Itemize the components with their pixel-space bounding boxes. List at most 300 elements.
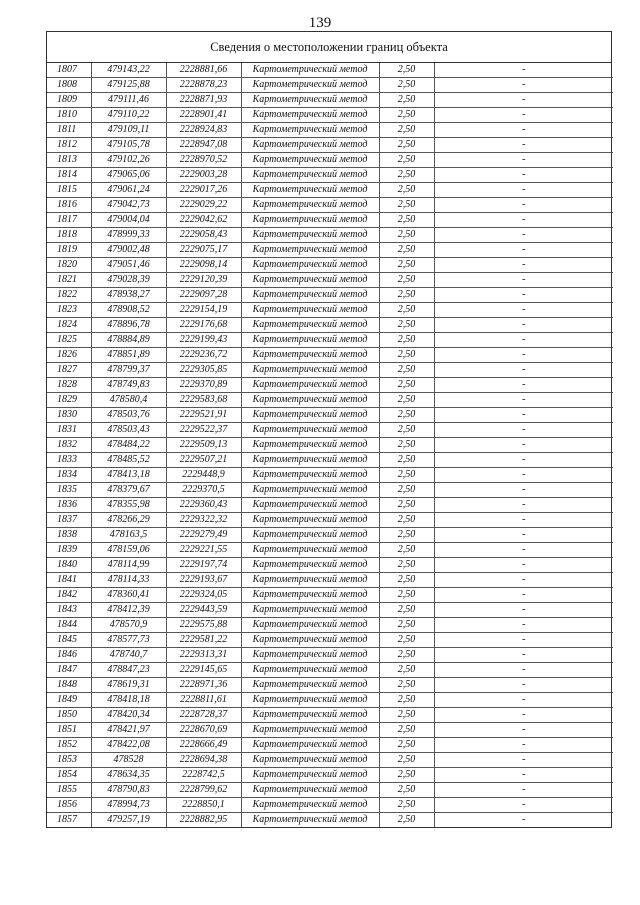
coordinates-table: [47, 63, 613, 827]
coord-x-cell: 479002,48: [91, 243, 166, 258]
description-cell: -: [434, 603, 613, 618]
description-cell: -: [434, 453, 613, 468]
coord-x-cell: 478528: [91, 753, 166, 768]
coord-x-cell: 478266,29: [91, 513, 166, 528]
description-cell: -: [434, 393, 613, 408]
accuracy-cell: 2,50: [379, 93, 434, 108]
accuracy-cell: 2,50: [379, 483, 434, 498]
coord-y-cell: 2229509,13: [166, 438, 241, 453]
point-number-cell: 1846: [47, 648, 91, 663]
point-number-cell: 1824: [47, 318, 91, 333]
table-row: [47, 393, 613, 408]
coord-y-cell: 2229029,22: [166, 198, 241, 213]
coord-y-cell: 2228670,69: [166, 723, 241, 738]
method-cell: Картометрический метод: [241, 573, 379, 588]
coord-x-cell: 478847,23: [91, 663, 166, 678]
accuracy-cell: 2,50: [379, 333, 434, 348]
table-row: [47, 108, 613, 123]
coord-x-cell: 478163,5: [91, 528, 166, 543]
coord-y-cell: 2229521,91: [166, 408, 241, 423]
coord-y-cell: 2229279,49: [166, 528, 241, 543]
table-row: [47, 603, 613, 618]
coord-x-cell: 479110,22: [91, 108, 166, 123]
coord-y-cell: 2229370,89: [166, 378, 241, 393]
accuracy-cell: 2,50: [379, 78, 434, 93]
coord-x-cell: 479102,26: [91, 153, 166, 168]
method-cell: Картометрический метод: [241, 663, 379, 678]
point-number-cell: 1827: [47, 363, 91, 378]
description-cell: -: [434, 333, 613, 348]
accuracy-cell: 2,50: [379, 618, 434, 633]
point-number-cell: 1818: [47, 228, 91, 243]
point-number-cell: 1849: [47, 693, 91, 708]
point-number-cell: 1822: [47, 288, 91, 303]
method-cell: Картометрический метод: [241, 183, 379, 198]
coord-x-cell: 478999,33: [91, 228, 166, 243]
method-cell: Картометрический метод: [241, 273, 379, 288]
description-cell: -: [434, 648, 613, 663]
table-row: [47, 198, 613, 213]
table-row: [47, 678, 613, 693]
coord-x-cell: 478994,73: [91, 798, 166, 813]
description-cell: -: [434, 123, 613, 138]
coord-x-cell: 479257,19: [91, 813, 166, 828]
point-number-cell: 1835: [47, 483, 91, 498]
table-row: [47, 438, 613, 453]
coord-x-cell: 479065,06: [91, 168, 166, 183]
accuracy-cell: 2,50: [379, 303, 434, 318]
method-cell: Картометрический метод: [241, 723, 379, 738]
accuracy-cell: 2,50: [379, 228, 434, 243]
accuracy-cell: 2,50: [379, 468, 434, 483]
coord-y-cell: 2229448,9: [166, 468, 241, 483]
coord-x-cell: 479125,88: [91, 78, 166, 93]
coord-x-cell: 478421,97: [91, 723, 166, 738]
coord-y-cell: 2229058,43: [166, 228, 241, 243]
point-number-cell: 1815: [47, 183, 91, 198]
accuracy-cell: 2,50: [379, 543, 434, 558]
table-row: [47, 168, 613, 183]
point-number-cell: 1844: [47, 618, 91, 633]
method-cell: Картометрический метод: [241, 168, 379, 183]
coord-x-cell: 478908,52: [91, 303, 166, 318]
accuracy-cell: 2,50: [379, 363, 434, 378]
coord-y-cell: 2228878,23: [166, 78, 241, 93]
accuracy-cell: 2,50: [379, 213, 434, 228]
coord-x-cell: 478360,41: [91, 588, 166, 603]
point-number-cell: 1833: [47, 453, 91, 468]
accuracy-cell: 2,50: [379, 378, 434, 393]
accuracy-cell: 2,50: [379, 603, 434, 618]
accuracy-cell: 2,50: [379, 273, 434, 288]
table-row: [47, 498, 613, 513]
coord-x-cell: 478114,33: [91, 573, 166, 588]
accuracy-cell: 2,50: [379, 813, 434, 828]
description-cell: -: [434, 588, 613, 603]
coord-y-cell: 2229042,62: [166, 213, 241, 228]
accuracy-cell: 2,50: [379, 183, 434, 198]
point-number-cell: 1809: [47, 93, 91, 108]
coord-y-cell: 2229522,37: [166, 423, 241, 438]
method-cell: Картометрический метод: [241, 303, 379, 318]
coord-x-cell: 478740,7: [91, 648, 166, 663]
description-cell: -: [434, 198, 613, 213]
point-number-cell: 1841: [47, 573, 91, 588]
table-row: [47, 63, 613, 78]
description-cell: -: [434, 243, 613, 258]
table-row: [47, 123, 613, 138]
coord-x-cell: 478485,52: [91, 453, 166, 468]
accuracy-cell: 2,50: [379, 738, 434, 753]
coord-y-cell: 2228811,61: [166, 693, 241, 708]
accuracy-cell: 2,50: [379, 318, 434, 333]
method-cell: Картометрический метод: [241, 513, 379, 528]
method-cell: Картометрический метод: [241, 813, 379, 828]
description-cell: -: [434, 738, 613, 753]
table-row: [47, 93, 613, 108]
accuracy-cell: 2,50: [379, 798, 434, 813]
coord-x-cell: 478418,18: [91, 693, 166, 708]
description-cell: -: [434, 483, 613, 498]
description-cell: -: [434, 318, 613, 333]
table-row: [47, 228, 613, 243]
description-cell: -: [434, 63, 613, 78]
coord-x-cell: 479109,11: [91, 123, 166, 138]
table-row: [47, 273, 613, 288]
method-cell: Картометрический метод: [241, 63, 379, 78]
method-cell: Картометрический метод: [241, 363, 379, 378]
point-number-cell: 1821: [47, 273, 91, 288]
description-cell: -: [434, 438, 613, 453]
point-number-cell: 1850: [47, 708, 91, 723]
page-number: 139: [308, 15, 332, 31]
point-number-cell: 1829: [47, 393, 91, 408]
coord-x-cell: 478159,06: [91, 543, 166, 558]
coord-x-cell: 478503,76: [91, 408, 166, 423]
accuracy-cell: 2,50: [379, 138, 434, 153]
table-row: [47, 378, 613, 393]
point-number-cell: 1848: [47, 678, 91, 693]
accuracy-cell: 2,50: [379, 63, 434, 78]
description-cell: -: [434, 183, 613, 198]
coord-x-cell: 479061,24: [91, 183, 166, 198]
coord-y-cell: 2229581,22: [166, 633, 241, 648]
coord-x-cell: 478851,89: [91, 348, 166, 363]
accuracy-cell: 2,50: [379, 408, 434, 423]
coord-y-cell: 2229324,05: [166, 588, 241, 603]
coord-x-cell: 478420,34: [91, 708, 166, 723]
coord-x-cell: 479105,78: [91, 138, 166, 153]
point-number-cell: 1839: [47, 543, 91, 558]
coord-x-cell: 478634,35: [91, 768, 166, 783]
table-row: [47, 348, 613, 363]
point-number-cell: 1843: [47, 603, 91, 618]
accuracy-cell: 2,50: [379, 153, 434, 168]
description-cell: -: [434, 783, 613, 798]
method-cell: Картометрический метод: [241, 288, 379, 303]
table-row: [47, 483, 613, 498]
coord-y-cell: 2229236,72: [166, 348, 241, 363]
description-cell: -: [434, 768, 613, 783]
table-row: [47, 783, 613, 798]
method-cell: Картометрический метод: [241, 333, 379, 348]
accuracy-cell: 2,50: [379, 588, 434, 603]
table-row: [47, 798, 613, 813]
accuracy-cell: 2,50: [379, 288, 434, 303]
table-row: [47, 318, 613, 333]
coord-y-cell: 2228850,1: [166, 798, 241, 813]
coord-x-cell: 478577,73: [91, 633, 166, 648]
method-cell: Картометрический метод: [241, 393, 379, 408]
table-row: [47, 573, 613, 588]
accuracy-cell: 2,50: [379, 753, 434, 768]
coord-x-cell: 479028,39: [91, 273, 166, 288]
table-row: [47, 138, 613, 153]
accuracy-cell: 2,50: [379, 693, 434, 708]
method-cell: Картометрический метод: [241, 453, 379, 468]
method-cell: Картометрический метод: [241, 708, 379, 723]
accuracy-cell: 2,50: [379, 663, 434, 678]
description-cell: -: [434, 663, 613, 678]
description-cell: -: [434, 408, 613, 423]
description-cell: -: [434, 528, 613, 543]
description-cell: -: [434, 303, 613, 318]
table-row: [47, 558, 613, 573]
table-row: [47, 363, 613, 378]
coord-x-cell: 478799,37: [91, 363, 166, 378]
point-number-cell: 1811: [47, 123, 91, 138]
point-number-cell: 1853: [47, 753, 91, 768]
coord-y-cell: 2229583,68: [166, 393, 241, 408]
point-number-cell: 1832: [47, 438, 91, 453]
coord-x-cell: 479143,22: [91, 63, 166, 78]
table-row: [47, 183, 613, 198]
method-cell: Картометрический метод: [241, 693, 379, 708]
table-row: [47, 153, 613, 168]
method-cell: Картометрический метод: [241, 648, 379, 663]
coord-x-cell: 479051,46: [91, 258, 166, 273]
method-cell: Картометрический метод: [241, 738, 379, 753]
method-cell: Картометрический метод: [241, 213, 379, 228]
coord-y-cell: 2229313,31: [166, 648, 241, 663]
description-cell: -: [434, 498, 613, 513]
coord-y-cell: 2228970,52: [166, 153, 241, 168]
description-cell: -: [434, 168, 613, 183]
method-cell: Картометрический метод: [241, 348, 379, 363]
table-row: [47, 663, 613, 678]
accuracy-cell: 2,50: [379, 498, 434, 513]
point-number-cell: 1816: [47, 198, 91, 213]
accuracy-cell: 2,50: [379, 708, 434, 723]
description-cell: -: [434, 348, 613, 363]
description-cell: -: [434, 618, 613, 633]
coord-x-cell: 478412,39: [91, 603, 166, 618]
description-cell: -: [434, 693, 613, 708]
table-row: [47, 303, 613, 318]
coord-y-cell: 2228742,5: [166, 768, 241, 783]
table-row: [47, 408, 613, 423]
table-row: [47, 423, 613, 438]
method-cell: Картометрический метод: [241, 378, 379, 393]
table-row: [47, 813, 613, 828]
point-number-cell: 1856: [47, 798, 91, 813]
coord-y-cell: 2229221,55: [166, 543, 241, 558]
table-row: [47, 333, 613, 348]
point-number-cell: 1820: [47, 258, 91, 273]
coord-y-cell: 2228666,49: [166, 738, 241, 753]
accuracy-cell: 2,50: [379, 258, 434, 273]
coord-x-cell: 478379,67: [91, 483, 166, 498]
coord-y-cell: 2229120,39: [166, 273, 241, 288]
description-cell: -: [434, 723, 613, 738]
description-cell: -: [434, 813, 613, 828]
table-row: [47, 768, 613, 783]
accuracy-cell: 2,50: [379, 438, 434, 453]
description-cell: -: [434, 513, 613, 528]
description-cell: -: [434, 93, 613, 108]
coord-x-cell: 478503,43: [91, 423, 166, 438]
coord-y-cell: 2228947,08: [166, 138, 241, 153]
coord-y-cell: 2229154,19: [166, 303, 241, 318]
point-number-cell: 1836: [47, 498, 91, 513]
method-cell: Картометрический метод: [241, 318, 379, 333]
table-row: [47, 258, 613, 273]
table-row: [47, 288, 613, 303]
point-number-cell: 1837: [47, 513, 91, 528]
coord-y-cell: 2229003,28: [166, 168, 241, 183]
description-cell: -: [434, 558, 613, 573]
method-cell: Картометрический метод: [241, 408, 379, 423]
coord-y-cell: 2229193,67: [166, 573, 241, 588]
table-row: [47, 753, 613, 768]
coord-y-cell: 2228881,66: [166, 63, 241, 78]
point-number-cell: 1810: [47, 108, 91, 123]
point-number-cell: 1852: [47, 738, 91, 753]
accuracy-cell: 2,50: [379, 423, 434, 438]
table-row: [47, 738, 613, 753]
coord-y-cell: 2229370,5: [166, 483, 241, 498]
point-number-cell: 1813: [47, 153, 91, 168]
method-cell: Картометрический метод: [241, 93, 379, 108]
description-cell: -: [434, 798, 613, 813]
description-cell: -: [434, 108, 613, 123]
coord-x-cell: 478896,78: [91, 318, 166, 333]
table-title: Сведения о местоположении границ объекта: [47, 32, 611, 63]
description-cell: -: [434, 288, 613, 303]
coord-y-cell: 2229443,59: [166, 603, 241, 618]
description-cell: -: [434, 423, 613, 438]
coord-y-cell: 2228694,38: [166, 753, 241, 768]
method-cell: Картометрический метод: [241, 528, 379, 543]
coord-x-cell: 479111,46: [91, 93, 166, 108]
point-number-cell: 1814: [47, 168, 91, 183]
method-cell: Картометрический метод: [241, 783, 379, 798]
accuracy-cell: 2,50: [379, 633, 434, 648]
description-cell: -: [434, 633, 613, 648]
description-cell: -: [434, 678, 613, 693]
coord-x-cell: 478884,89: [91, 333, 166, 348]
coord-y-cell: 2228924,83: [166, 123, 241, 138]
description-cell: -: [434, 468, 613, 483]
method-cell: Картометрический метод: [241, 243, 379, 258]
coord-x-cell: 478749,83: [91, 378, 166, 393]
description-cell: -: [434, 363, 613, 378]
table-row: [47, 513, 613, 528]
coord-x-cell: 478619,31: [91, 678, 166, 693]
point-number-cell: 1840: [47, 558, 91, 573]
point-number-cell: 1838: [47, 528, 91, 543]
point-number-cell: 1819: [47, 243, 91, 258]
point-number-cell: 1812: [47, 138, 91, 153]
table-row: [47, 633, 613, 648]
table-row: [47, 528, 613, 543]
method-cell: Картометрический метод: [241, 558, 379, 573]
method-cell: Картометрический метод: [241, 123, 379, 138]
accuracy-cell: 2,50: [379, 768, 434, 783]
coord-y-cell: 2228901,41: [166, 108, 241, 123]
point-number-cell: 1808: [47, 78, 91, 93]
method-cell: Картометрический метод: [241, 798, 379, 813]
coordinates-table-body: [47, 63, 613, 827]
coord-y-cell: 2228971,36: [166, 678, 241, 693]
method-cell: Картометрический метод: [241, 138, 379, 153]
coord-y-cell: 2229017,26: [166, 183, 241, 198]
accuracy-cell: 2,50: [379, 243, 434, 258]
method-cell: Картометрический метод: [241, 543, 379, 558]
point-number-cell: 1847: [47, 663, 91, 678]
coord-y-cell: 2228871,93: [166, 93, 241, 108]
table-row: [47, 723, 613, 738]
coord-y-cell: 2228882,95: [166, 813, 241, 828]
point-number-cell: 1825: [47, 333, 91, 348]
method-cell: Картометрический метод: [241, 588, 379, 603]
table-row: [47, 648, 613, 663]
accuracy-cell: 2,50: [379, 108, 434, 123]
point-number-cell: 1834: [47, 468, 91, 483]
point-number-cell: 1831: [47, 423, 91, 438]
table-row: [47, 243, 613, 258]
coord-y-cell: 2228799,62: [166, 783, 241, 798]
method-cell: Картометрический метод: [241, 768, 379, 783]
coord-y-cell: 2229575,88: [166, 618, 241, 633]
point-number-cell: 1823: [47, 303, 91, 318]
point-number-cell: 1826: [47, 348, 91, 363]
accuracy-cell: 2,50: [379, 168, 434, 183]
method-cell: Картометрический метод: [241, 258, 379, 273]
coord-x-cell: 478484,22: [91, 438, 166, 453]
method-cell: Картометрический метод: [241, 78, 379, 93]
method-cell: Картометрический метод: [241, 483, 379, 498]
accuracy-cell: 2,50: [379, 198, 434, 213]
point-number-cell: 1842: [47, 588, 91, 603]
coord-x-cell: 478355,98: [91, 498, 166, 513]
coord-x-cell: 479004,04: [91, 213, 166, 228]
coord-y-cell: 2229305,85: [166, 363, 241, 378]
point-number-cell: 1817: [47, 213, 91, 228]
accuracy-cell: 2,50: [379, 723, 434, 738]
coord-y-cell: 2229098,14: [166, 258, 241, 273]
coord-x-cell: 478938,27: [91, 288, 166, 303]
table-row: [47, 588, 613, 603]
coord-x-cell: 478570,9: [91, 618, 166, 633]
description-cell: -: [434, 543, 613, 558]
coord-y-cell: 2229145,65: [166, 663, 241, 678]
accuracy-cell: 2,50: [379, 558, 434, 573]
coord-y-cell: 2229199,43: [166, 333, 241, 348]
method-cell: Картометрический метод: [241, 603, 379, 618]
point-number-cell: 1828: [47, 378, 91, 393]
table-row: [47, 693, 613, 708]
